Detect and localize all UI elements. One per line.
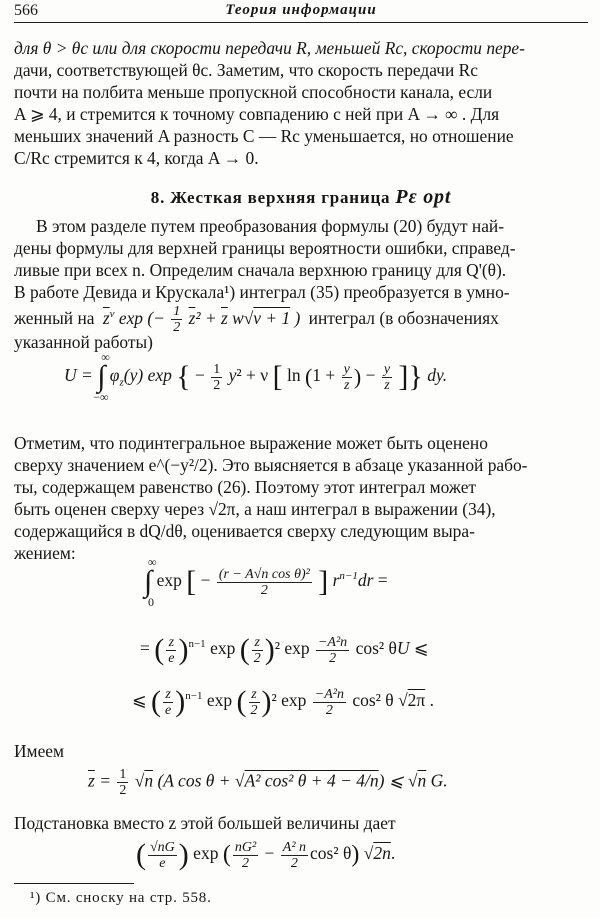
para3-line4: быть оценен сверху через √2π, а наш интеграл в выражении (34), — [14, 499, 496, 519]
para2-line5: женный на $\overline{z}^\nu$ exp (− $\frac{1}{2}$ $\overline{z}^2 + \overline{z}$ w√ν + 1 ) интеграл (в обозначениях — [14, 304, 499, 336]
para1-line3: почти на полбита меньше пропускной способности канала, если — [14, 82, 493, 102]
para2-line3: ливые при всех n. Определим сначала верхнюю границу для Q'(θ). — [14, 260, 507, 280]
para3-line1: Отметим, что подинтегральное выражение может быть оценено — [14, 433, 488, 453]
running-header — [14, 2, 588, 23]
running-title: Теория информации — [225, 2, 377, 18]
page-number: 566 — [14, 2, 38, 19]
equation-row2: = ( $\frac{z}{e}$ )$^{n-1}$ exp ( $\frac{z}{2}$ )² exp $\frac{\text{−A²n}}{2}$ cos² θU ⩽ — [140, 633, 429, 666]
footnote: ¹) См. сноску на стр. 558. — [30, 890, 212, 906]
para2-line1: В этом разделе путем преобразования формулы (20) будут най- — [36, 216, 505, 236]
para2-line2: дены формулы для верхней границы вероятности ошибки, справед- — [14, 238, 516, 258]
para1-line2: дачи, соответствующей θc. Заметим, что скорость передачи Rc — [14, 60, 478, 80]
para1-line5: меньших значений A разность C — Rc уменьшается, но отношение — [14, 126, 514, 146]
para3-line6: жением: — [14, 543, 76, 563]
equation-final: ( $\frac{√nG}{e}$ ) exp ( $\frac{\text{nG²}}{2}$ − $\frac{\text{A² n}}{2}$ cos² θ) √2n. — [136, 838, 396, 871]
para3-line2: сверху значением e^(−y²/2). Это выясняется в абзаце указанной рабо- — [14, 455, 528, 475]
para1-line4: A ⩾ 4, и стремится к точному совпадению с ней при A → ∞ . Для — [14, 104, 500, 124]
equation-z: $\overline{z}$ = $\frac{1}{2}$ √n (A cos θ + √A² cos² θ + 4 − 4/n) ⩽ √n G. — [88, 767, 448, 798]
footnote-rule — [14, 883, 134, 884]
para5: Подстановка вместо z этой большей величины дает — [14, 813, 396, 833]
equation-row3: ⩽ ( $\frac{z}{e}$ )$^{n-1}$ exp ( $\frac{z}{2}$ )² exp $\frac{\text{−A²n}}{2}$ cos² θ √2π . — [132, 685, 435, 718]
para1-line1: для θ > θc или для скорости передачи R, меньшей Rc, скорости пере- — [14, 38, 525, 58]
equation-integral: ∫ ∞ 0 exp [ − $\frac{\text{(r − A√n cos θ)²}}{2}$ ] $r^{n-1}dr$ = — [144, 555, 388, 609]
para3-line3: ты, содержащем равенство (26). Поэтому этот интеграл может — [14, 477, 477, 497]
para2-line4: В работе Девида и Крускала¹) интеграл (35) преобразуется в умно- — [14, 282, 510, 302]
para2-line6: указанной работы) — [14, 332, 153, 352]
section-heading: 8. Жесткая верхняя граница Pε opt — [150, 186, 452, 208]
book-page — [14, 0, 588, 918]
para3-line5: содержащийся в dQ/dθ, оценивается сверху следующим выра- — [14, 521, 475, 541]
para4: Имеем — [14, 741, 65, 761]
equation-U: U = ∫ ∞ −∞ $\varphi_z(y)$ exp { − $\frac{1}{2}$ y² + ν [ ln (1 + $\frac{y}{z}$ ) − $\frac{y}{z}$ ]} dy. — [64, 350, 448, 404]
para1-line6: C/Rc стремится к 4, когда A → 0. — [14, 148, 259, 168]
